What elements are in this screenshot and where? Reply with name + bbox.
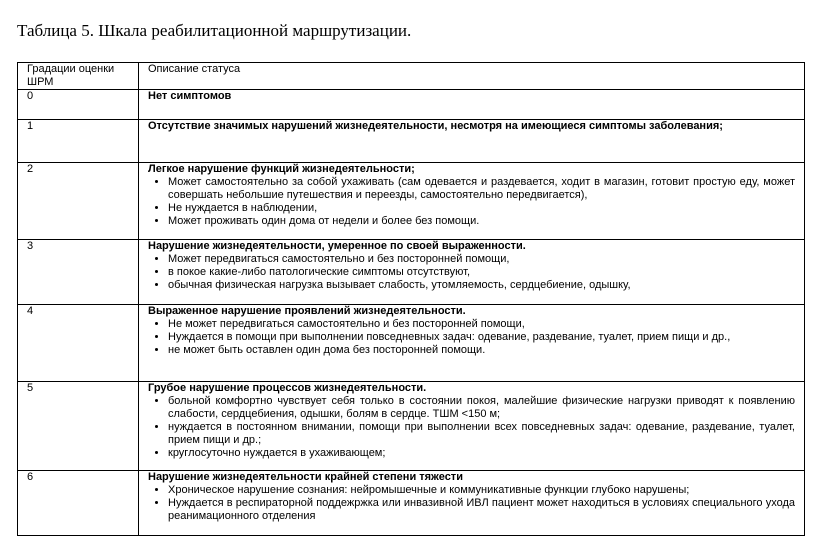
table-row — [18, 120, 805, 163]
status-list — [148, 176, 795, 228]
header-grade: Градации оценки ШРМ — [18, 63, 139, 90]
list-item: • в покое какие-либо патологические симптомы отсутствуют, — [168, 266, 795, 279]
status-title: Выраженное нарушение проявлений жизнедеятельности. — [148, 305, 466, 317]
status-list — [148, 318, 795, 357]
list-item: • Не может передвигаться самостоятельно и без посторонней помощи, — [168, 318, 795, 331]
status-title: Нет симптомов — [148, 90, 232, 102]
grade-cell: 4 — [18, 305, 139, 382]
grade-cell: 0 — [18, 90, 139, 120]
description-cell — [139, 382, 805, 471]
list-item: • Может проживать один дома от недели и более без помощи. — [168, 215, 795, 228]
table-row — [18, 382, 805, 471]
list-item: • Может передвигаться самостоятельно и без посторонней помощи, — [168, 253, 795, 266]
grade-cell: 3 — [18, 240, 139, 305]
description-cell — [139, 240, 805, 305]
status-title: Нарушение жизнедеятельности крайней степени тяжести — [148, 471, 463, 483]
grade-cell: 6 — [18, 471, 139, 536]
table-row — [18, 90, 805, 120]
description-cell — [139, 163, 805, 240]
table-header-row — [18, 63, 805, 90]
description-cell — [139, 90, 805, 120]
list-item: • обычная физическая нагрузка вызывает слабость, утомляемость, сердцебиение, одышку, — [168, 279, 795, 292]
table-row — [18, 305, 805, 382]
list-item: • Нуждается в респираторной поддежржка или инвазивной ИВЛ пациент может находиться в условиях специального ухода реанимационного отделения — [168, 497, 795, 523]
list-item: • Нуждается в помощи при выполнении повседневных задач: одевание, раздевание, туалет, прием пищи и др., — [168, 331, 795, 344]
status-title: Отсутствие значимых нарушений жизнедеятельности, несмотря на имеющиеся симптомы заболевания; — [148, 120, 723, 132]
grade-cell: 1 — [18, 120, 139, 163]
status-title: Грубое нарушение процессов жизнедеятельности. — [148, 382, 427, 394]
status-title: Нарушение жизнедеятельности, умеренное по своей выраженности. — [148, 240, 526, 252]
list-item: • Не нуждается в наблюдении, — [168, 202, 795, 215]
status-list — [148, 395, 795, 460]
list-item: • больной комфортно чувствует себя только в состоянии покоя, малейшие физические нагрузки приводят к появлению слабости, сердцебиения, одышки, болям в сердце. ТШМ <150 м; — [168, 395, 795, 421]
status-list — [148, 253, 795, 292]
list-item: • круглосуточно нуждается в ухаживающем; — [168, 447, 795, 460]
list-item: • Может самостоятельно за собой ухаживать (сам одевается и раздевается, ходит в магазин, готовит простую еду, может совершать небольшие путешествия и переезды, самостоятельно передвигается), — [168, 176, 795, 202]
description-cell — [139, 120, 805, 163]
table-row — [18, 240, 805, 305]
grade-cell: 5 — [18, 382, 139, 471]
list-item: • нуждается в постоянном внимании, помощи при выполнении всех повседневных задач: одевание, раздевание, туалет, прием пищи и др.; — [168, 421, 795, 447]
status-list — [148, 484, 795, 523]
list-item: • не может быть оставлен один дома без посторонней помощи. — [168, 344, 795, 357]
table-caption: Таблица 5. Шкала реабилитационной маршрутизации. — [17, 21, 412, 40]
status-title: Легкое нарушение функций жизнедеятельности; — [148, 163, 415, 175]
grade-cell: 2 — [18, 163, 139, 240]
table-row — [18, 163, 805, 240]
header-description: Описание статуса — [139, 63, 805, 90]
description-cell — [139, 305, 805, 382]
description-cell — [139, 471, 805, 536]
rehab-routing-scale-table — [17, 62, 805, 536]
table-row — [18, 471, 805, 536]
list-item: • Хроническое нарушение сознания: нейромышечные и коммуникативные функции глубоко нарушены; — [168, 484, 795, 497]
